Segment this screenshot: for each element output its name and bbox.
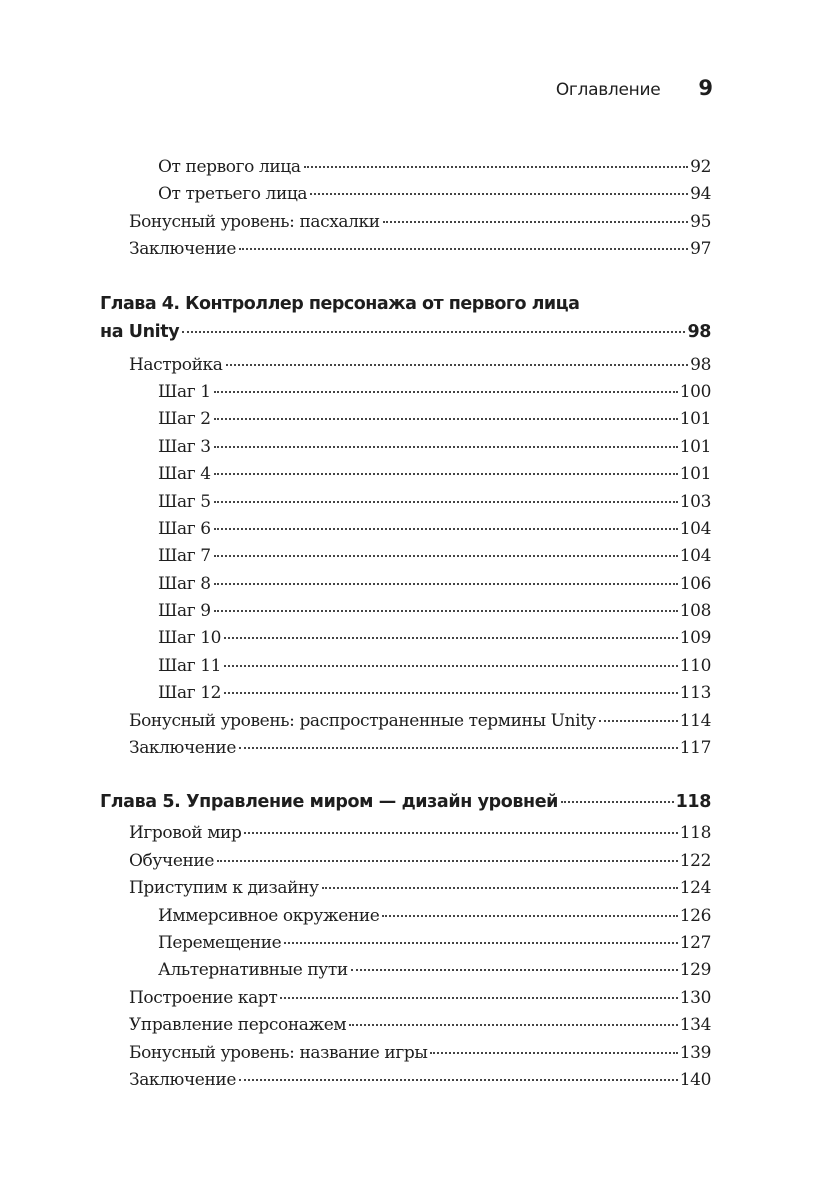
page-number: 9 [698,76,713,100]
dot-leader [239,1079,678,1081]
toc-entry-page: 109 [679,628,711,649]
dot-leader [214,555,678,557]
toc-entry-label: Построение карт [129,987,278,1008]
chapter-block [100,290,711,763]
dot-leader [224,692,678,694]
toc-entry-label: Шаг 4 [158,464,211,485]
toc-entry-page: 104 [679,518,711,539]
dot-leader [224,665,678,667]
toc-entry[interactable] [100,957,711,984]
toc-entry-page: 129 [679,960,711,981]
chapter-page: 118 [675,792,711,813]
dot-leader [224,637,678,639]
running-header [556,76,713,100]
toc-entry-label: Шаг 6 [158,518,211,539]
dot-leader [214,583,678,585]
toc-entry-label: Бонусный уровень: название игры [129,1042,428,1063]
toc-entry[interactable] [100,848,711,875]
toc-entry-label: Шаг 8 [158,573,211,594]
dot-leader [244,832,677,834]
chapter-heading[interactable] [100,788,711,816]
dot-leader [214,528,678,530]
toc-entry-label: Заключение [129,239,236,260]
toc-entry-page: 114 [679,710,711,731]
toc-entry[interactable] [100,406,711,433]
chapter-title-row [100,318,711,346]
toc-entry[interactable] [100,625,711,652]
toc-entry-page: 104 [679,546,711,567]
toc-entry[interactable] [100,489,711,516]
dot-leader [217,860,678,862]
toc-entry-page: 110 [679,655,711,676]
table-of-contents [100,154,711,1094]
toc-entry-page: 101 [679,436,711,457]
toc-entry[interactable] [100,653,711,680]
dot-leader [430,1052,677,1054]
toc-entry-page: 103 [679,491,711,512]
chapter-title-line: на Unity [100,321,180,342]
dot-leader [239,248,688,250]
dot-leader [214,501,678,503]
toc-entry[interactable] [100,598,711,625]
toc-entry-label: Заключение [129,738,236,759]
dot-leader [561,801,674,803]
toc-entry-label: От третьего лица [158,184,308,205]
toc-entry[interactable] [100,930,711,957]
toc-entry[interactable] [100,735,711,762]
toc-entry-label: Шаг 1 [158,381,211,402]
toc-entry-page: 117 [679,738,711,759]
toc-entry[interactable] [100,181,711,208]
toc-entry-page: 122 [679,850,711,871]
dot-leader [214,418,678,420]
toc-entry-label: Иммерсивное окружение [158,905,380,926]
toc-entry[interactable] [100,903,711,930]
toc-entry-label: Шаг 10 [158,628,222,649]
dot-leader [239,747,678,749]
toc-entry[interactable] [100,352,711,379]
toc-entry-page: 127 [679,932,711,953]
dot-leader [382,915,677,917]
chapter-title-row [100,788,711,816]
dot-leader [226,364,689,366]
toc-entry-label: Бонусный уровень: распространенные термины Unity [129,710,596,731]
chapter-heading[interactable] [100,290,711,346]
toc-entry[interactable] [100,985,711,1012]
toc-entry-label: Шаг 7 [158,546,211,567]
toc-entry[interactable] [100,516,711,543]
dot-leader [599,720,678,722]
toc-entry-label: Заключение [129,1069,236,1090]
toc-entry[interactable] [100,1067,711,1094]
chapter-title-line: Глава 5. Управление миром — дизайн уровней [100,792,559,813]
continuation-entries [100,154,711,264]
dot-leader [214,391,678,393]
toc-entry-label: От первого лица [158,157,301,177]
toc-entry[interactable] [100,1012,711,1039]
dot-leader [214,446,678,448]
chapter-entries [100,820,711,1094]
toc-entry-label: Игровой мир [129,823,242,844]
dot-leader [349,1024,678,1026]
toc-entry-label: Обучение [129,850,214,871]
toc-entry-page: 118 [679,823,711,844]
toc-entry-label: Перемещение [158,932,282,953]
dot-leader [383,221,688,223]
toc-entry-page: 139 [679,1042,711,1063]
dot-leader [280,997,677,999]
dot-leader [304,166,689,168]
toc-entry[interactable] [100,154,711,181]
dot-leader [182,331,685,333]
toc-entry-label: Шаг 2 [158,409,211,430]
toc-entry-page: 140 [679,1069,711,1090]
toc-entry-label: Шаг 5 [158,491,211,512]
toc-entry-label: Шаг 9 [158,601,211,622]
chapter-entries [100,352,711,763]
toc-entry-label: Шаг 12 [158,683,222,704]
toc-entry-label: Настройка [129,354,223,375]
toc-entry[interactable] [100,543,711,570]
toc-entry-page: 134 [679,1015,711,1036]
toc-entry-page: 106 [679,573,711,594]
toc-entry-page: 101 [679,409,711,430]
dot-leader [351,969,678,971]
chapter-block [100,788,711,1094]
dot-leader [322,887,678,889]
toc-entry-label: Шаг 11 [158,655,222,676]
toc-entry[interactable] [100,379,711,406]
toc-entry[interactable] [100,236,711,263]
toc-entry[interactable] [100,434,711,461]
toc-entry-page: 124 [679,878,711,899]
toc-entry-label: Шаг 3 [158,436,211,457]
toc-entry-page: 130 [679,987,711,1008]
toc-entry[interactable] [100,680,711,707]
toc-entry-page: 98 [690,354,711,375]
toc-entry[interactable] [100,1040,711,1067]
toc-entry-page: 108 [679,601,711,622]
toc-entry-page: 95 [690,211,711,232]
toc-entry-page: 101 [679,464,711,485]
toc-entry-label: Приступим к дизайну [129,878,319,899]
toc-entry-page: 97 [690,239,711,260]
toc-entry-label: Альтернативные пути [158,960,348,981]
toc-entry-page: 126 [679,905,711,926]
dot-leader [214,473,678,475]
toc-entry[interactable] [100,461,711,488]
chapter-page: 98 [687,321,711,342]
dot-leader [214,610,678,612]
toc-entry-page: 113 [679,683,711,704]
toc-entry[interactable] [100,571,711,598]
dot-leader [310,193,688,195]
toc-entry[interactable] [100,875,711,902]
toc-entry-page: 100 [679,381,711,402]
chapter-title-line: Глава 4. Контроллер персонажа от первого лица [100,293,580,314]
toc-entry-page: 92 [690,157,711,177]
toc-entry[interactable] [100,708,711,735]
toc-entry-page: 94 [690,184,711,205]
toc-entry[interactable] [100,820,711,847]
toc-entry[interactable] [100,209,711,236]
running-header-title: Оглавление [555,80,661,100]
toc-entry-label: Бонусный уровень: пасхалки [129,211,380,232]
toc-entry-label: Управление персонажем [129,1015,347,1036]
dot-leader [284,942,677,944]
